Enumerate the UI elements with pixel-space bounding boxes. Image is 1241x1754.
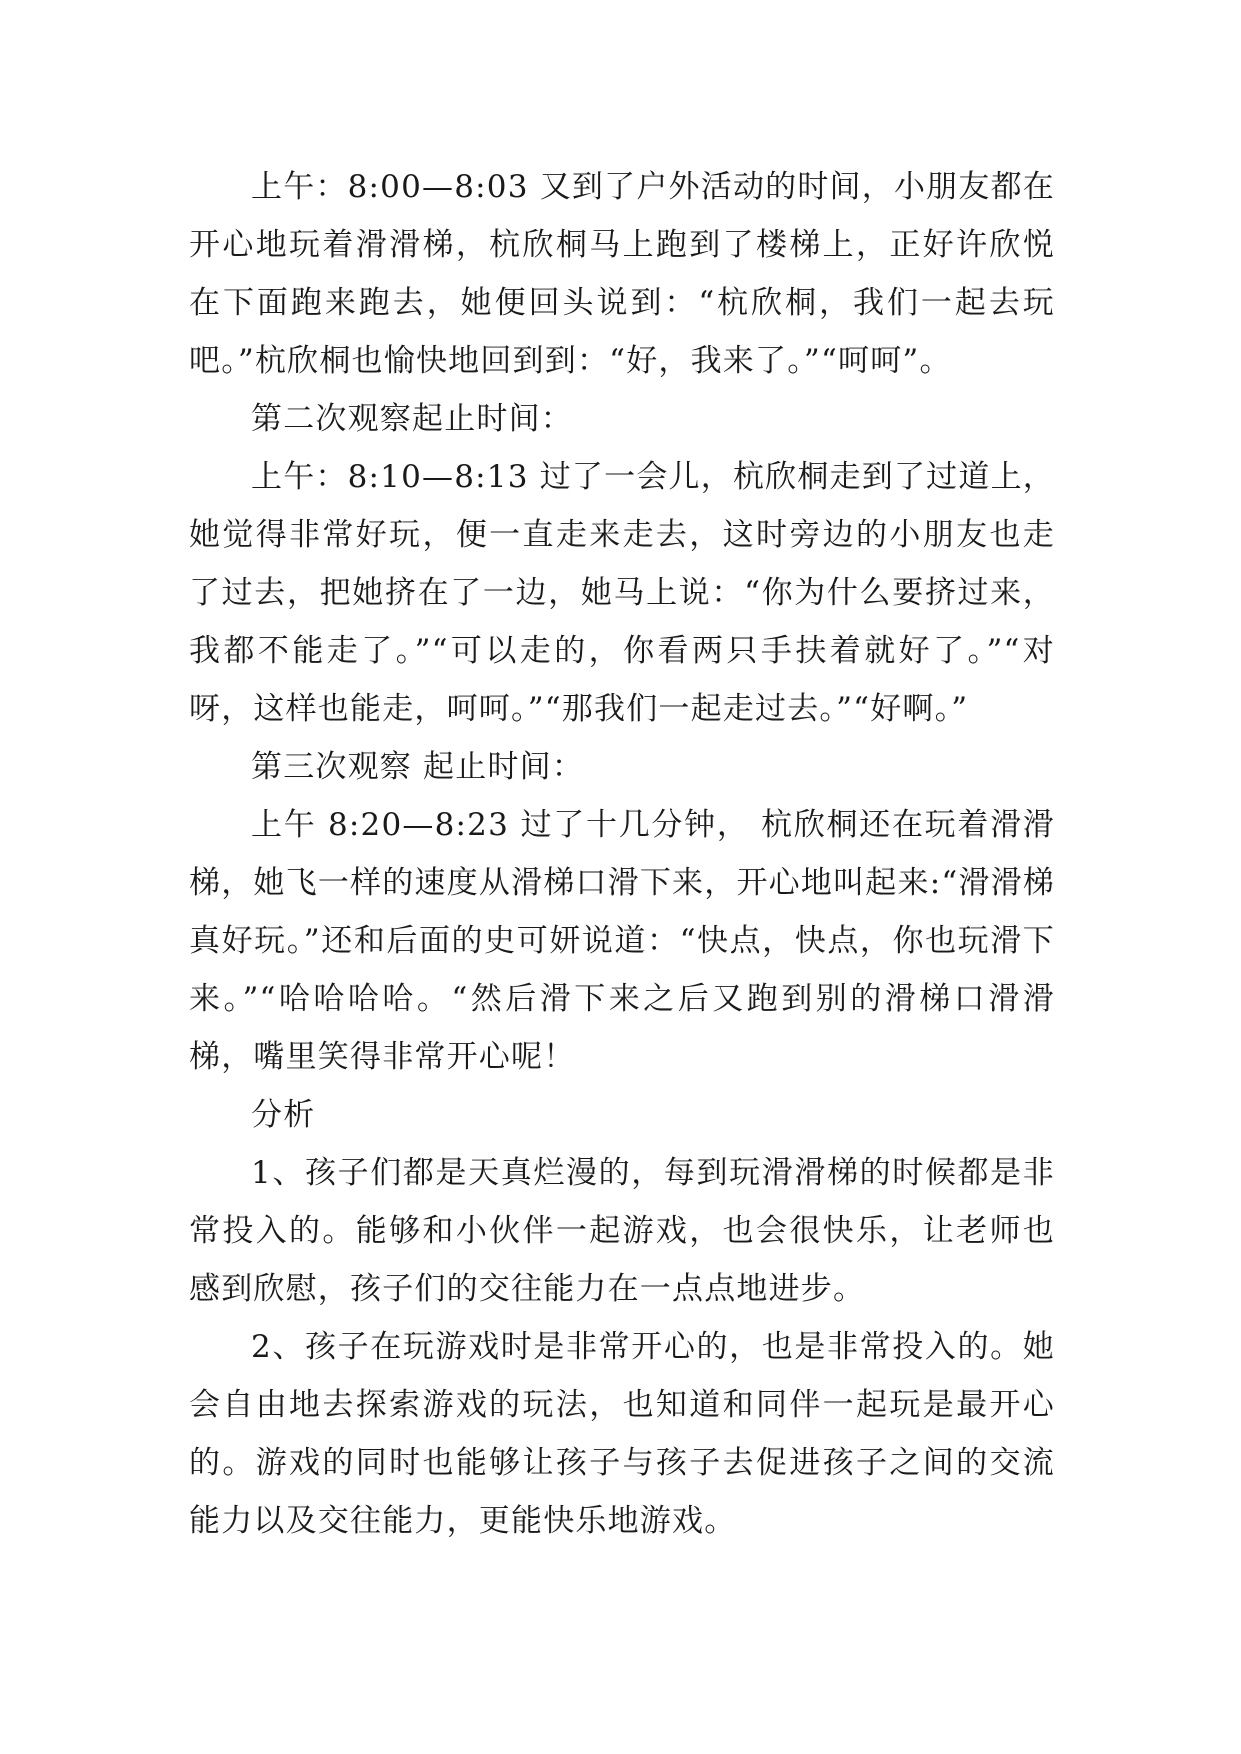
heading-observation-3-time: 第三次观察 起止时间： [251,749,585,785]
heading-observation-2-time: 第二次观察起止时间： [251,401,573,437]
paragraph-analysis-2: 2、孩子在玩游戏时是非常开心的，也是非常投入的。她会自由地去探索游戏的玩法，也知道和同伴一起玩是最开心的。游戏的同时也能够让孩子与孩子去促进孩子之间的交流能力以及交往能力，更能快乐地游戏。 [189,1329,1055,1539]
document-body [189,158,1055,1550]
paragraph-analysis-1: 1、孩子们都是天真烂漫的，每到玩滑滑梯的时候都是非常投入的。能够和小伙伴一起游戏，也会很快乐，让老师也感到欣慰，孩子们的交往能力在一点点地进步。 [189,1155,1055,1307]
paragraph-observation-1: 上午：8:00—8:03 又到了户外活动的时间，小朋友都在开心地玩着滑滑梯，杭欣桐马上跑到了楼梯上，正好许欣悦在下面跑来跑去，她便回头说到：“杭欣桐，我们一起去玩吧。”杭欣桐也愉快地回到到：“好，我来了。”“呵呵”。 [189,169,1055,379]
paragraph-observation-3: 上午 8:20—8:23 过了十几分钟， 杭欣桐还在玩着滑滑梯，她飞一样的速度从滑梯口滑下来，开心地叫起来:“滑滑梯真好玩。”还和后面的史可妍说道：“快点，快点，你也玩滑下来。”“哈哈哈哈。“然后滑下来之后又跑到别的滑梯口滑滑梯，嘴里笑得非常开心呢！ [189,807,1055,1075]
heading-analysis: 分析 [251,1097,316,1133]
paragraph-observation-2: 上午：8:10—8:13 过了一会儿，杭欣桐走到了过道上，她觉得非常好玩，便一直走来走去，这时旁边的小朋友也走了过去，把她挤在了一边，她马上说：“你为什么要挤过来，我都不能走了。”“可以走的，你看两只手扶着就好了。”“对呀，这样也能走，呵呵。”“那我们一起走过去。”“好啊。” [189,459,1055,727]
